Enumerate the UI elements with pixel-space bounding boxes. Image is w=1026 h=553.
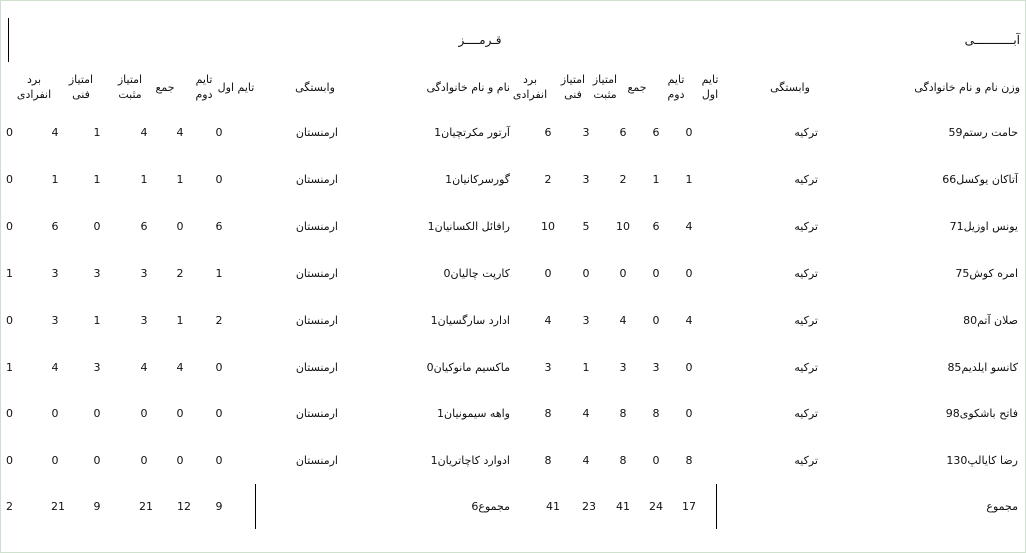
row-red-second-half: 2 bbox=[176, 267, 184, 280]
header-blue-tech: امتیاز فنی bbox=[560, 73, 586, 101]
row-blue-second-half: 0 bbox=[652, 314, 660, 327]
row-red-second-half: 1 bbox=[176, 173, 184, 186]
row-blue-first-half: 4 bbox=[685, 314, 693, 327]
header-blue-positive: امتیاز مثبت bbox=[592, 73, 618, 101]
row-red-affiliation: ارمنستان bbox=[295, 454, 338, 467]
total-blue-second-half: 24 bbox=[649, 500, 663, 513]
row-red-second-half: 0 bbox=[176, 407, 184, 420]
row-red-affiliation: ارمنستان bbox=[295, 267, 338, 280]
red-team-title: قـرمــــز bbox=[458, 33, 502, 47]
row-blue-weight-name: 59حامت رستم bbox=[948, 126, 1018, 139]
row-blue-first-half: 0 bbox=[685, 267, 693, 280]
row-blue-total: 4 bbox=[619, 314, 627, 327]
row-red-second-half: 0 bbox=[176, 220, 184, 233]
header-blue-first-half: تایم اول bbox=[701, 73, 719, 101]
left-divider-top bbox=[8, 18, 9, 62]
row-red-affiliation: ارمنستان bbox=[295, 361, 338, 374]
row-blue-first-half: 4 bbox=[685, 220, 693, 233]
header-red-second-half: تایم دوم bbox=[195, 73, 213, 101]
row-blue-weight-name: 71یونس اوزیل bbox=[949, 220, 1018, 233]
row-red-second-half: 0 bbox=[176, 454, 184, 467]
row-blue-second-half: 3 bbox=[652, 361, 660, 374]
header-red-first-half: تایم اول bbox=[217, 81, 255, 94]
header-blue-second-half: تایم دوم bbox=[667, 73, 685, 101]
row-blue-first-half: 8 bbox=[685, 454, 693, 467]
blue-team-title: آبـــــــــــی bbox=[964, 33, 1020, 47]
total-blue-positive: 23 bbox=[582, 500, 596, 513]
total-red-positive: 9 bbox=[93, 500, 101, 513]
row-red-first-half: 0 bbox=[215, 173, 223, 186]
row-blue-positive: 4 bbox=[582, 454, 590, 467]
row-red-individual: 0 bbox=[6, 220, 13, 233]
row-red-individual: 1 bbox=[6, 361, 13, 374]
row-blue-positive: 3 bbox=[582, 173, 590, 186]
row-blue-total: 10 bbox=[616, 220, 630, 233]
total-red-individual: 2 bbox=[6, 500, 13, 513]
row-blue-total: 8 bbox=[619, 454, 627, 467]
row-blue-first-half: 0 bbox=[685, 407, 693, 420]
row-red-affiliation: ارمنستان bbox=[295, 126, 338, 139]
row-blue-affiliation: ترکیه bbox=[794, 267, 818, 280]
header-blue-individual: برد انفرادی bbox=[512, 73, 548, 101]
row-red-total: 0 bbox=[140, 454, 148, 467]
total-red-total: 21 bbox=[139, 500, 153, 513]
total-red-first-half: 9 bbox=[215, 500, 223, 513]
row-red-positive: 0 bbox=[93, 220, 101, 233]
row-red-win-name: 1ادارد سارگسیان bbox=[430, 314, 510, 327]
row-red-affiliation: ارمنستان bbox=[295, 173, 338, 186]
row-red-first-half: 1 bbox=[215, 267, 223, 280]
header-red-affiliation: وابستگی bbox=[295, 81, 335, 94]
row-red-total: 6 bbox=[140, 220, 148, 233]
row-blue-second-half: 1 bbox=[652, 173, 660, 186]
header-red-individual: برد انفرادی bbox=[16, 73, 52, 101]
header-red-tech: امتیاز فنی bbox=[68, 73, 94, 101]
row-red-total: 0 bbox=[140, 407, 148, 420]
row-red-positive: 0 bbox=[93, 407, 101, 420]
row-red-individual: 0 bbox=[6, 407, 13, 420]
row-red-individual: 0 bbox=[6, 126, 13, 139]
row-blue-weight-name: 80صلان آتم bbox=[963, 314, 1018, 327]
row-red-tech: 3 bbox=[51, 314, 59, 327]
row-red-total: 4 bbox=[140, 361, 148, 374]
row-blue-weight-name: 130رضا کایالپ bbox=[946, 454, 1018, 467]
header-blue-affiliation: وابستگی bbox=[770, 81, 810, 94]
row-red-individual: 1 bbox=[6, 267, 13, 280]
header-red-total: جمع bbox=[155, 81, 175, 94]
row-blue-positive: 3 bbox=[582, 126, 590, 139]
row-blue-affiliation: ترکیه bbox=[794, 126, 818, 139]
row-red-total: 1 bbox=[140, 173, 148, 186]
row-blue-first-half: 0 bbox=[685, 361, 693, 374]
row-red-tech: 4 bbox=[51, 361, 59, 374]
total-red-second-half: 12 bbox=[177, 500, 191, 513]
header-red-name: نام و نام خانوادگی bbox=[426, 81, 510, 94]
header-weight-name: وزن نام و نام خانوادگی bbox=[914, 81, 1020, 94]
row-red-first-half: 2 bbox=[215, 314, 223, 327]
row-blue-first-half: 1 bbox=[685, 173, 693, 186]
row-red-positive: 3 bbox=[93, 361, 101, 374]
row-blue-tech: 3 bbox=[544, 361, 552, 374]
row-red-first-half: 0 bbox=[215, 454, 223, 467]
row-red-win-name: 1ادوارد کاچاتریان bbox=[430, 454, 510, 467]
row-red-first-half: 0 bbox=[215, 407, 223, 420]
row-red-tech: 6 bbox=[51, 220, 59, 233]
row-blue-positive: 1 bbox=[582, 361, 590, 374]
row-red-second-half: 4 bbox=[176, 361, 184, 374]
row-red-total: 4 bbox=[140, 126, 148, 139]
row-blue-tech: 8 bbox=[544, 407, 552, 420]
row-blue-weight-name: 98فاتح باشکوی bbox=[945, 407, 1018, 420]
row-blue-affiliation: ترکیه bbox=[794, 220, 818, 233]
row-red-positive: 0 bbox=[93, 454, 101, 467]
row-blue-second-half: 0 bbox=[652, 267, 660, 280]
row-red-second-half: 4 bbox=[176, 126, 184, 139]
row-red-total: 3 bbox=[140, 267, 148, 280]
total-blue-first-half: 17 bbox=[682, 500, 696, 513]
row-blue-weight-name: 85کانسو ایلدیم bbox=[947, 361, 1018, 374]
row-red-positive: 1 bbox=[93, 314, 101, 327]
row-blue-tech: 0 bbox=[544, 267, 552, 280]
row-blue-affiliation: ترکیه bbox=[794, 173, 818, 186]
total-label-red-with-blue-win: 6مجموع bbox=[471, 500, 510, 513]
header-red-positive: امتیاز مثبت bbox=[117, 73, 143, 101]
row-blue-second-half: 8 bbox=[652, 407, 660, 420]
total-blue-total: 41 bbox=[616, 500, 630, 513]
row-red-tech: 0 bbox=[51, 407, 59, 420]
row-blue-second-half: 6 bbox=[652, 220, 660, 233]
row-blue-tech: 4 bbox=[544, 314, 552, 327]
row-red-affiliation: ارمنستان bbox=[295, 407, 338, 420]
row-blue-affiliation: ترکیه bbox=[794, 407, 818, 420]
row-red-affiliation: ارمنستان bbox=[295, 314, 338, 327]
row-red-win-name: 1آرتور مکرتچیان bbox=[434, 126, 510, 139]
row-red-win-name: 1گورسرکانیان bbox=[445, 173, 510, 186]
row-blue-second-half: 6 bbox=[652, 126, 660, 139]
row-red-tech: 4 bbox=[51, 126, 59, 139]
row-red-first-half: 6 bbox=[215, 220, 223, 233]
total-red-tech: 21 bbox=[51, 500, 65, 513]
row-red-second-half: 1 bbox=[176, 314, 184, 327]
row-blue-positive: 3 bbox=[582, 314, 590, 327]
row-red-win-name: 1رافائل الکسانیان bbox=[427, 220, 510, 233]
row-blue-positive: 0 bbox=[582, 267, 590, 280]
totals-divider-right bbox=[716, 484, 717, 529]
row-red-individual: 0 bbox=[6, 314, 13, 327]
row-red-tech: 0 bbox=[51, 454, 59, 467]
header-blue-total: جمع bbox=[627, 81, 647, 94]
row-red-individual: 0 bbox=[6, 173, 13, 186]
row-red-individual: 0 bbox=[6, 454, 13, 467]
row-blue-weight-name: 66آتاکان یوکسل bbox=[942, 173, 1018, 186]
row-blue-tech: 8 bbox=[544, 454, 552, 467]
row-red-positive: 1 bbox=[93, 126, 101, 139]
row-red-first-half: 0 bbox=[215, 361, 223, 374]
row-blue-second-half: 0 bbox=[652, 454, 660, 467]
row-red-total: 3 bbox=[140, 314, 148, 327]
row-red-win-name: 1واهه سیمونیان bbox=[437, 407, 510, 420]
row-blue-affiliation: ترکیه bbox=[794, 454, 818, 467]
row-red-first-half: 0 bbox=[215, 126, 223, 139]
row-red-positive: 3 bbox=[93, 267, 101, 280]
row-blue-affiliation: ترکیه bbox=[794, 361, 818, 374]
row-blue-tech: 10 bbox=[541, 220, 555, 233]
row-blue-total: 8 bbox=[619, 407, 627, 420]
row-blue-total: 6 bbox=[619, 126, 627, 139]
row-blue-weight-name: 75امره کوش bbox=[955, 267, 1018, 280]
row-blue-positive: 5 bbox=[582, 220, 590, 233]
row-red-affiliation: ارمنستان bbox=[295, 220, 338, 233]
total-blue-tech: 41 bbox=[546, 500, 560, 513]
row-blue-affiliation: ترکیه bbox=[794, 314, 818, 327]
row-blue-total: 0 bbox=[619, 267, 627, 280]
row-red-win-name: 0کارپت چالیان bbox=[443, 267, 510, 280]
total-label-blue: مجموع bbox=[986, 500, 1018, 513]
row-blue-positive: 4 bbox=[582, 407, 590, 420]
totals-divider-left bbox=[255, 484, 256, 529]
row-red-tech: 1 bbox=[51, 173, 59, 186]
row-blue-tech: 2 bbox=[544, 173, 552, 186]
row-blue-total: 2 bbox=[619, 173, 627, 186]
row-blue-tech: 6 bbox=[544, 126, 552, 139]
row-red-tech: 3 bbox=[51, 267, 59, 280]
row-red-win-name: 0ماکسیم مانوکیان bbox=[426, 361, 510, 374]
row-blue-first-half: 0 bbox=[685, 126, 693, 139]
row-blue-total: 3 bbox=[619, 361, 627, 374]
row-red-positive: 1 bbox=[93, 173, 101, 186]
